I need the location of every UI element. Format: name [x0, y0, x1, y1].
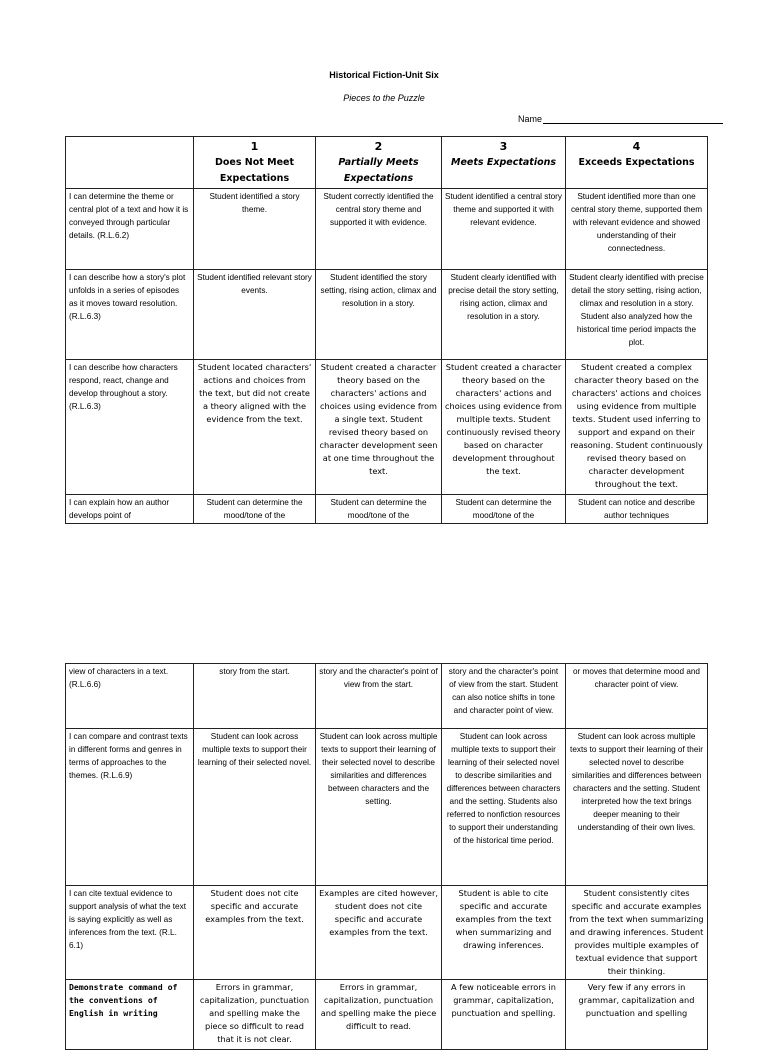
table-row: [66, 189, 708, 270]
name-field: [518, 114, 723, 124]
level-3-cell: Student can look across multiple texts to support their learning of their selected novel to describe similarities and differences between characters and the setting. Students also referred to nonfiction resources to support their understanding of the historical time period.: [442, 729, 566, 886]
header-row: [66, 137, 708, 189]
level-3-cell: story and the character's point of view from the start. Student can also notice shifts in tone and character point of view.: [442, 664, 566, 729]
level-1-cell: Student does not cite specific and accurate examples from the text.: [194, 886, 316, 980]
level-4-cell: Student can look across multiple texts to support their learning of their selected novel to describe similarities and differences between characters and the setting. Student interpreted how the text brings deeper meaning to their understanding of their own lives.: [566, 729, 708, 886]
level-2-cell: Examples are cited however, student does not cite specific and accurate examples from the text.: [316, 886, 442, 980]
header-col-3: [442, 137, 566, 189]
criterion-cell: Demonstrate command of the conventions of English in writing: [66, 980, 194, 1050]
level-1-cell: Student identified relevant story events.: [194, 270, 316, 360]
level-3-cell: Student identified a central story theme and supported it with relevant evidence.: [442, 189, 566, 270]
rubric-table-bottom: [65, 663, 708, 1050]
table-row: [66, 360, 708, 495]
table-row: [66, 495, 708, 524]
level-1-cell: Student can look across multiple texts to support their learning of their selected novel.: [194, 729, 316, 886]
level-1-cell: Student can determine the mood/tone of the: [194, 495, 316, 524]
level-2-cell: Student can look across multiple texts to support their learning of their selected novel to describe similarities and differences between characters and the setting.: [316, 729, 442, 886]
level-1-cell: Errors in grammar, capitalization, punctuation and spelling make the piece so difficult to read that it is not clear.: [194, 980, 316, 1050]
level-4-cell: Student clearly identified with precise detail the story setting, rising action, climax and resolution in a story. Student also analyzed how the historical time period impacts the plot.: [566, 270, 708, 360]
criterion-cell: I can cite textual evidence to support analysis of what the text is saying explicitly as well as inferences from the text. (R.L. 6.1): [66, 886, 194, 980]
col-2-label: Partially Meets Expectations: [338, 157, 419, 184]
table-row: [66, 729, 708, 886]
criterion-cell: I can compare and contrast texts in different forms and genres in terms of approaches to the themes. (R.L.6.9): [66, 729, 194, 886]
level-3-cell: Student can determine the mood/tone of the: [442, 495, 566, 524]
level-4-cell: Student created a complex character theory based on the characters' actions and choices using evidence from multiple texts. Student used inferring to support and expand on their reasoning. Student continuously revised theory based on character development throughout the text.: [566, 360, 708, 495]
table-row: [66, 664, 708, 729]
criterion-cell: I can describe how characters respond, react, change and develop throughout a story. (R.L.6.3): [66, 360, 194, 495]
level-1-cell: Student located characters' actions and choices from the text, but did not create a theory aligned with the evidence from the text.: [194, 360, 316, 495]
level-2-cell: Student identified the story setting, rising action, climax and resolution in a story.: [316, 270, 442, 360]
header-col-2: [316, 137, 442, 189]
level-1-cell: story from the start.: [194, 664, 316, 729]
level-3-cell: Student clearly identified with precise detail the story setting, rising action, climax and resolution in a story.: [442, 270, 566, 360]
level-2-cell: Errors in grammar, capitalization, punctuation and spelling make the piece difficult to read.: [316, 980, 442, 1050]
col-1-label: Does Not Meet Expectations: [214, 157, 295, 184]
level-3-cell: Student is able to cite specific and accurate examples from the text when summarizing and drawing inferences.: [442, 886, 566, 980]
level-3-cell: A few noticeable errors in grammar, capitalization, punctuation and spelling.: [442, 980, 566, 1050]
col-4-number: 4: [632, 140, 641, 153]
name-underline: [543, 114, 723, 124]
col-1-number: 1: [250, 140, 259, 153]
level-4-cell: or moves that determine mood and character point of view.: [566, 664, 708, 729]
level-2-cell: story and the character's point of view from the start.: [316, 664, 442, 729]
criterion-cell: I can describe how a story's plot unfolds in a series of episodes as it moves toward resolution. (R.L.6.3): [66, 270, 194, 360]
table-row: [66, 270, 708, 360]
header-blank-cell: [66, 137, 194, 189]
level-2-cell: Student can determine the mood/tone of the: [316, 495, 442, 524]
criterion-cell: I can determine the theme or central plot of a text and how it is conveyed through particular details. (R.L.6.2): [66, 189, 194, 270]
level-2-cell: Student created a character theory based on the characters' actions and choices using evidence from a single text. Student revised theory based on character development seen at one time throughout the text.: [316, 360, 442, 495]
level-4-cell: Student can notice and describe author techniques: [566, 495, 708, 524]
level-4-cell: Very few if any errors in grammar, capitalization and punctuation and spelling: [566, 980, 708, 1050]
level-1-cell: Student identified a story theme.: [194, 189, 316, 270]
page-subtitle: Pieces to the Puzzle: [343, 93, 425, 103]
level-4-cell: Student consistently cites specific and accurate examples from the text when summarizing and drawing inferences. Student provides multiple examples of textual evidence that support their thinking.: [566, 886, 708, 980]
col-3-label: Meets Expectations: [450, 157, 557, 168]
col-2-number: 2: [374, 140, 383, 153]
criterion-cell: I can explain how an author develops point of: [66, 495, 194, 524]
level-2-cell: Student correctly identified the central story theme and supported it with evidence.: [316, 189, 442, 270]
header-col-1: [194, 137, 316, 189]
criterion-cell: view of characters in a text. (R.L.6.6): [66, 664, 194, 729]
table-row: [66, 886, 708, 980]
col-3-number: 3: [499, 140, 508, 153]
rubric-table-top: [65, 136, 708, 524]
level-3-cell: Student created a character theory based on the characters' actions and choices using evidence from multiple texts. Student continuously revised theory based on character development throughout the text.: [442, 360, 566, 495]
header-col-4: [566, 137, 708, 189]
level-4-cell: Student identified more than one central story theme, supported them with relevant evidence and showed understanding of their connectedness.: [566, 189, 708, 270]
name-label: Name: [518, 114, 543, 124]
table-row: [66, 980, 708, 1050]
col-4-label: Exceeds Expectations: [578, 157, 695, 168]
page-title: Historical Fiction-Unit Six: [329, 70, 439, 80]
